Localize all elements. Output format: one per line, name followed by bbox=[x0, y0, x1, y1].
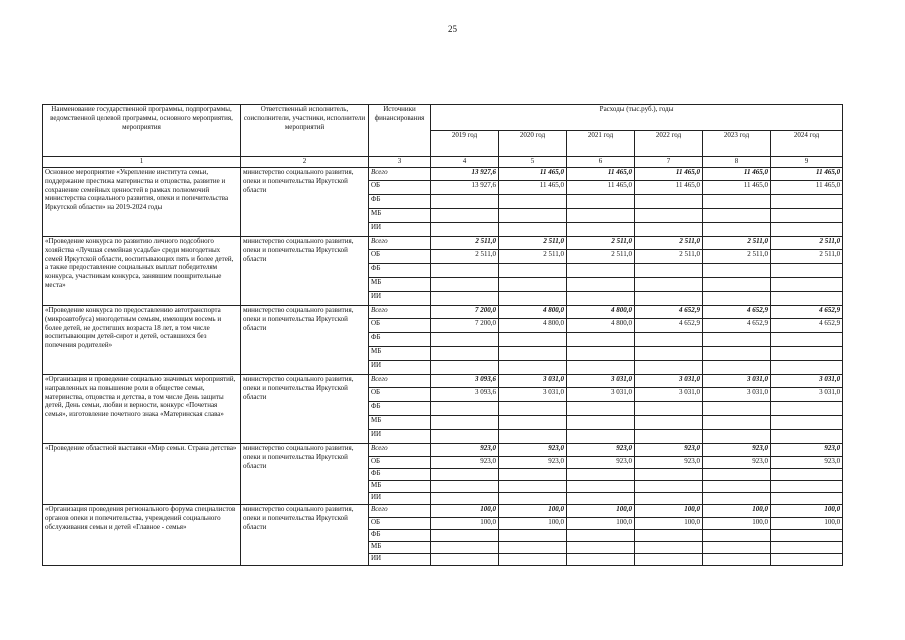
expense-value bbox=[499, 469, 567, 481]
expense-value bbox=[635, 430, 703, 444]
table-row bbox=[43, 306, 843, 319]
header-expenses: Расходы (тыс.руб.), годы bbox=[431, 105, 843, 131]
column-number: 7 bbox=[635, 157, 703, 168]
expense-value bbox=[431, 361, 499, 375]
expense-value bbox=[567, 195, 635, 209]
expense-value: 3 031,0 bbox=[567, 375, 635, 388]
expense-value: 100,0 bbox=[499, 518, 567, 530]
expense-value: 4 800,0 bbox=[567, 319, 635, 333]
expense-value bbox=[567, 361, 635, 375]
funding-source: Всего bbox=[369, 237, 431, 250]
expense-value: 2 511,0 bbox=[499, 250, 567, 264]
expense-value bbox=[703, 469, 771, 481]
funding-source: ИИ bbox=[369, 554, 431, 566]
expense-value: 4 652,9 bbox=[703, 319, 771, 333]
activity-executor: министерство социального развития, опеки и попечительства Иркутской области bbox=[241, 444, 369, 505]
expense-value: 923,0 bbox=[431, 457, 499, 469]
funding-source: Всего bbox=[369, 505, 431, 518]
funding-source: ИИ bbox=[369, 361, 431, 375]
activity-name: «Организация и проведение социально значимых мероприятий, направленных на повышение роли в обществе семьи, материнства, отцовства и детства, в том числе День защиты детей, День семьи, любви и верности, конкурс «Почетная семья», изготовление почетного знака «Материнская слава» bbox=[43, 375, 241, 444]
column-number: 6 bbox=[567, 157, 635, 168]
expense-value bbox=[703, 416, 771, 430]
table-row bbox=[43, 444, 843, 457]
expense-value bbox=[567, 292, 635, 306]
funding-source: Всего bbox=[369, 306, 431, 319]
expense-value: 11 465,0 bbox=[703, 168, 771, 181]
expense-value: 2 511,0 bbox=[431, 250, 499, 264]
expense-value: 3 031,0 bbox=[703, 388, 771, 402]
funding-source: МБ bbox=[369, 278, 431, 292]
expense-value bbox=[635, 223, 703, 237]
header-name: Наименование государственной программы, подпрограммы, ведомственной целевой программы, основного мероприятия, мероприятия bbox=[43, 105, 241, 157]
column-number: 4 bbox=[431, 157, 499, 168]
expense-value: 3 031,0 bbox=[499, 375, 567, 388]
expense-value bbox=[771, 481, 843, 493]
expense-value: 7 200,0 bbox=[431, 319, 499, 333]
expense-value: 4 652,9 bbox=[635, 306, 703, 319]
expense-value bbox=[567, 493, 635, 505]
expense-value: 2 511,0 bbox=[771, 237, 843, 250]
expense-value: 923,0 bbox=[499, 457, 567, 469]
expense-value: 3 093,6 bbox=[431, 375, 499, 388]
funding-source: ОБ bbox=[369, 388, 431, 402]
funding-source: МБ bbox=[369, 542, 431, 554]
expense-value bbox=[771, 542, 843, 554]
expense-value bbox=[431, 542, 499, 554]
expense-value bbox=[771, 333, 843, 347]
expense-value bbox=[567, 554, 635, 566]
expense-value: 2 511,0 bbox=[635, 250, 703, 264]
funding-source: ФБ bbox=[369, 333, 431, 347]
expense-value bbox=[499, 542, 567, 554]
funding-source: ОБ bbox=[369, 319, 431, 333]
expense-value bbox=[431, 402, 499, 416]
expense-value bbox=[499, 209, 567, 223]
expense-value bbox=[431, 264, 499, 278]
expense-value bbox=[771, 469, 843, 481]
expense-value bbox=[771, 554, 843, 566]
expense-value: 100,0 bbox=[431, 505, 499, 518]
expense-value bbox=[771, 195, 843, 209]
expense-value: 11 465,0 bbox=[567, 168, 635, 181]
expense-value: 923,0 bbox=[431, 444, 499, 457]
expense-value: 11 465,0 bbox=[567, 181, 635, 195]
expense-value bbox=[567, 430, 635, 444]
expense-value bbox=[431, 530, 499, 542]
expense-value: 2 511,0 bbox=[703, 250, 771, 264]
funding-source: ФБ bbox=[369, 402, 431, 416]
table-row bbox=[43, 168, 843, 181]
expense-value: 100,0 bbox=[499, 505, 567, 518]
funding-source: МБ bbox=[369, 209, 431, 223]
activity-executor: министерство социального развития, опеки и попечительства Иркутской области bbox=[241, 237, 369, 306]
expense-value bbox=[567, 264, 635, 278]
expense-value: 4 800,0 bbox=[499, 306, 567, 319]
expense-value bbox=[771, 402, 843, 416]
expense-value bbox=[499, 530, 567, 542]
funding-source: Всего bbox=[369, 375, 431, 388]
expense-value bbox=[703, 264, 771, 278]
activity-executor: министерство социального развития, опеки и попечительства Иркутской области bbox=[241, 168, 369, 237]
expense-value: 100,0 bbox=[567, 505, 635, 518]
expense-value bbox=[635, 361, 703, 375]
expense-value bbox=[703, 530, 771, 542]
funding-source: ОБ bbox=[369, 518, 431, 530]
expense-value bbox=[431, 493, 499, 505]
expense-value: 2 511,0 bbox=[567, 237, 635, 250]
expense-value bbox=[431, 278, 499, 292]
expense-value: 3 031,0 bbox=[567, 388, 635, 402]
page-number: 25 bbox=[448, 24, 457, 34]
expense-value bbox=[771, 278, 843, 292]
expense-value bbox=[635, 278, 703, 292]
header-executor: Ответственный исполнитель, соисполнители, участники, исполнители мероприятий bbox=[241, 105, 369, 157]
table-row bbox=[43, 375, 843, 388]
expense-value bbox=[635, 530, 703, 542]
expense-value: 4 800,0 bbox=[499, 319, 567, 333]
expense-value bbox=[499, 416, 567, 430]
activity-executor: министерство социального развития, опеки и попечительства Иркутской области bbox=[241, 306, 369, 375]
header-year: 2021 год bbox=[567, 131, 635, 157]
expense-value bbox=[635, 554, 703, 566]
expense-value bbox=[771, 493, 843, 505]
column-number: 9 bbox=[771, 157, 843, 168]
activity-executor: министерство социального развития, опеки и попечительства Иркутской области bbox=[241, 505, 369, 566]
expense-value bbox=[635, 542, 703, 554]
expense-value bbox=[771, 347, 843, 361]
expense-value bbox=[771, 430, 843, 444]
expense-value bbox=[635, 469, 703, 481]
expense-value bbox=[703, 554, 771, 566]
expense-value bbox=[635, 195, 703, 209]
expense-value: 2 511,0 bbox=[703, 237, 771, 250]
expense-value bbox=[431, 481, 499, 493]
funding-source: ИИ bbox=[369, 493, 431, 505]
column-numbers-row bbox=[43, 157, 843, 168]
expense-value bbox=[499, 481, 567, 493]
expense-value: 13 927,6 bbox=[431, 168, 499, 181]
expense-value: 3 031,0 bbox=[499, 388, 567, 402]
expense-value: 13 927,6 bbox=[431, 181, 499, 195]
expense-value: 100,0 bbox=[771, 505, 843, 518]
expense-value: 100,0 bbox=[635, 518, 703, 530]
expense-value bbox=[567, 542, 635, 554]
expense-value: 100,0 bbox=[703, 505, 771, 518]
expense-value bbox=[567, 469, 635, 481]
expense-value bbox=[635, 416, 703, 430]
expense-value: 2 511,0 bbox=[567, 250, 635, 264]
activity-name: «Проведение конкурса по развитию личного подсобного хозяйства «Лучшая семейная усадьба» среди многодетных семей Иркутской области, воспитывающих пять и более детей, а также предоставление социальных выплат победителям конкурса, участникам конкурса, занявшим поощрительные места» bbox=[43, 237, 241, 306]
activity-name: «Организация проведения регионального форума специалистов органов опеки и попечительства, учреждений социального обслуживания семьи и детей «Главное - семья» bbox=[43, 505, 241, 566]
expense-value bbox=[499, 333, 567, 347]
expense-value bbox=[771, 416, 843, 430]
expense-value bbox=[499, 223, 567, 237]
table-row bbox=[43, 505, 843, 518]
expense-value: 3 031,0 bbox=[635, 375, 703, 388]
expense-value bbox=[567, 278, 635, 292]
funding-source: ФБ bbox=[369, 195, 431, 209]
expense-value bbox=[635, 209, 703, 223]
expense-value bbox=[499, 278, 567, 292]
funding-source: ОБ bbox=[369, 181, 431, 195]
funding-source: ОБ bbox=[369, 250, 431, 264]
expense-value bbox=[703, 402, 771, 416]
expense-value: 923,0 bbox=[703, 444, 771, 457]
expense-value: 11 465,0 bbox=[703, 181, 771, 195]
expense-value bbox=[567, 223, 635, 237]
expense-value bbox=[431, 554, 499, 566]
column-number: 2 bbox=[241, 157, 369, 168]
expense-value bbox=[703, 542, 771, 554]
expense-value bbox=[567, 416, 635, 430]
expense-value bbox=[635, 481, 703, 493]
expense-value: 3 031,0 bbox=[771, 375, 843, 388]
column-number: 3 bbox=[369, 157, 431, 168]
expense-value: 100,0 bbox=[635, 505, 703, 518]
expense-value bbox=[771, 361, 843, 375]
expense-value bbox=[431, 347, 499, 361]
expense-value bbox=[431, 292, 499, 306]
expense-value bbox=[771, 223, 843, 237]
expense-value: 11 465,0 bbox=[635, 168, 703, 181]
expense-value: 923,0 bbox=[771, 444, 843, 457]
expense-value: 11 465,0 bbox=[635, 181, 703, 195]
funding-source: Всего bbox=[369, 444, 431, 457]
expense-value: 11 465,0 bbox=[771, 181, 843, 195]
expense-value bbox=[635, 347, 703, 361]
expense-value bbox=[431, 209, 499, 223]
expense-value: 4 652,9 bbox=[771, 319, 843, 333]
expense-value: 4 800,0 bbox=[567, 306, 635, 319]
funding-source: МБ bbox=[369, 416, 431, 430]
expense-value bbox=[499, 402, 567, 416]
expense-value bbox=[567, 209, 635, 223]
expense-value: 4 652,9 bbox=[771, 306, 843, 319]
expense-value bbox=[431, 333, 499, 347]
expense-value bbox=[567, 347, 635, 361]
expense-value: 923,0 bbox=[771, 457, 843, 469]
expense-value bbox=[703, 347, 771, 361]
funding-source: ИИ bbox=[369, 223, 431, 237]
expense-value: 4 652,9 bbox=[635, 319, 703, 333]
expense-value: 923,0 bbox=[703, 457, 771, 469]
expense-value bbox=[431, 195, 499, 209]
funding-source: МБ bbox=[369, 481, 431, 493]
expense-value bbox=[499, 347, 567, 361]
expense-value bbox=[499, 361, 567, 375]
expense-value: 100,0 bbox=[703, 518, 771, 530]
expense-value: 923,0 bbox=[499, 444, 567, 457]
expense-value: 7 200,0 bbox=[431, 306, 499, 319]
funding-source: Всего bbox=[369, 168, 431, 181]
expense-value: 923,0 bbox=[635, 444, 703, 457]
funding-source: ФБ bbox=[369, 469, 431, 481]
expense-value bbox=[703, 481, 771, 493]
header-year: 2024 год bbox=[771, 131, 843, 157]
expense-value: 11 465,0 bbox=[771, 168, 843, 181]
expense-value: 3 093,6 bbox=[431, 388, 499, 402]
expense-value: 100,0 bbox=[771, 518, 843, 530]
expense-value bbox=[703, 292, 771, 306]
expense-value: 3 031,0 bbox=[771, 388, 843, 402]
funding-source: ИИ bbox=[369, 430, 431, 444]
expense-value: 2 511,0 bbox=[771, 250, 843, 264]
column-number: 1 bbox=[43, 157, 241, 168]
expense-value bbox=[635, 292, 703, 306]
table-row bbox=[43, 237, 843, 250]
expense-value bbox=[499, 264, 567, 278]
expense-value: 3 031,0 bbox=[635, 388, 703, 402]
expense-value bbox=[431, 469, 499, 481]
header-source: Источники финансирования bbox=[369, 105, 431, 157]
expense-value bbox=[431, 430, 499, 444]
expense-value bbox=[635, 402, 703, 416]
funding-source: МБ bbox=[369, 347, 431, 361]
expense-value bbox=[703, 430, 771, 444]
expense-value: 4 652,9 bbox=[703, 306, 771, 319]
expense-value bbox=[499, 430, 567, 444]
header-year: 2023 год bbox=[703, 131, 771, 157]
expense-value: 100,0 bbox=[567, 518, 635, 530]
expense-value: 3 031,0 bbox=[703, 375, 771, 388]
header-year: 2022 год bbox=[635, 131, 703, 157]
expense-value bbox=[499, 554, 567, 566]
activity-name: «Проведение областной выставки «Мир семьи. Страна детства» bbox=[43, 444, 241, 505]
funding-source: ОБ bbox=[369, 457, 431, 469]
activity-executor: министерство социального развития, опеки и попечительства Иркутской области bbox=[241, 375, 369, 444]
expense-value bbox=[703, 195, 771, 209]
expense-value: 100,0 bbox=[431, 518, 499, 530]
expense-value bbox=[703, 333, 771, 347]
column-number: 5 bbox=[499, 157, 567, 168]
expenses-table bbox=[42, 104, 843, 566]
expense-value: 11 465,0 bbox=[499, 181, 567, 195]
activity-name: «Проведение конкурса по предоставлению автотранспорта (микроавтобуса) многодетным семьям, имеющим восемь и более детей, не достигших возраста 18 лет, в том числе воспитывающим детей-сирот и детей, оставшихся без попечения родителей» bbox=[43, 306, 241, 375]
column-number: 8 bbox=[703, 157, 771, 168]
expense-value bbox=[567, 530, 635, 542]
expense-value bbox=[635, 493, 703, 505]
expense-value bbox=[499, 195, 567, 209]
expense-value bbox=[431, 416, 499, 430]
expense-value bbox=[567, 333, 635, 347]
expense-value bbox=[703, 361, 771, 375]
expense-value bbox=[703, 209, 771, 223]
funding-source: ИИ bbox=[369, 292, 431, 306]
expense-value bbox=[499, 493, 567, 505]
header-year: 2019 год bbox=[431, 131, 499, 157]
expense-value bbox=[703, 223, 771, 237]
header-year: 2020 год bbox=[499, 131, 567, 157]
expense-value bbox=[771, 530, 843, 542]
expense-value bbox=[703, 278, 771, 292]
expense-value bbox=[635, 264, 703, 278]
expense-value bbox=[499, 292, 567, 306]
expense-value: 923,0 bbox=[567, 457, 635, 469]
expense-value: 2 511,0 bbox=[635, 237, 703, 250]
funding-source: ФБ bbox=[369, 530, 431, 542]
activity-name: Основное мероприятие «Укрепление института семьи, поддержание престижа материнства и отцовства, развитие и сохранение семейных ценностей в рамках полномочий министерства социального развития, опеки и попечительства Иркутской области» на 2019-2024 годы bbox=[43, 168, 241, 237]
expense-value bbox=[771, 292, 843, 306]
expense-value: 2 511,0 bbox=[431, 237, 499, 250]
expense-value bbox=[567, 402, 635, 416]
expense-value: 923,0 bbox=[567, 444, 635, 457]
expense-value bbox=[771, 209, 843, 223]
expense-value bbox=[431, 223, 499, 237]
expense-value: 11 465,0 bbox=[499, 168, 567, 181]
expense-value bbox=[635, 333, 703, 347]
expense-value bbox=[771, 264, 843, 278]
funding-source: ФБ bbox=[369, 264, 431, 278]
expense-value: 923,0 bbox=[635, 457, 703, 469]
expense-value bbox=[567, 481, 635, 493]
expense-value: 2 511,0 bbox=[499, 237, 567, 250]
expense-value bbox=[703, 493, 771, 505]
